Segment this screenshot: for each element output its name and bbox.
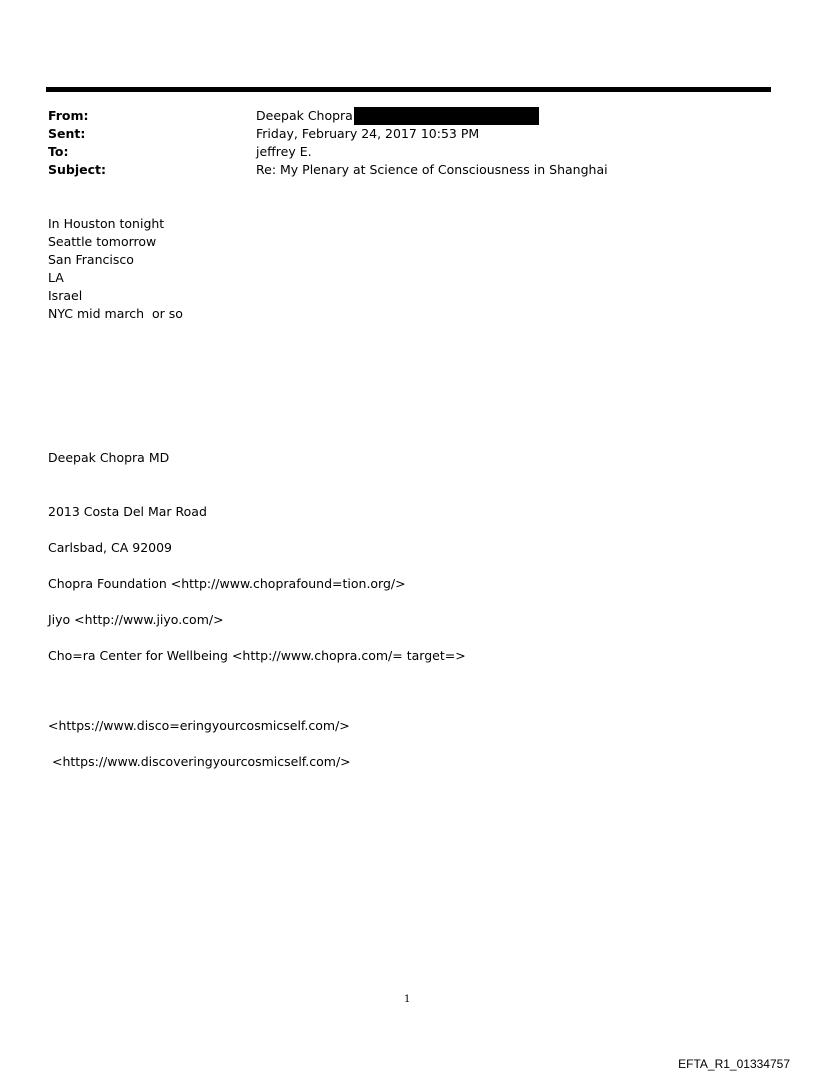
sent-row	[48, 125, 608, 143]
signature-foundation-link: Chopra Foundation <http://www.choprafound=tion.org/>	[48, 576, 406, 591]
body-line: In Houston tonight	[48, 216, 165, 231]
email-header	[48, 107, 608, 179]
from-label: From:	[48, 108, 89, 123]
to-label: To:	[48, 144, 69, 159]
body-line: LA	[48, 270, 64, 285]
bates-number: EFTA_R1_01334757	[678, 1057, 790, 1071]
subject-row	[48, 161, 608, 179]
email-body	[48, 215, 183, 323]
signature-center-link: Cho=ra Center for Wellbeing <http://www.chopra.com/= target=>	[48, 648, 466, 663]
subject-value: Re: My Plenary at Science of Consciousness in Shanghai	[256, 162, 608, 177]
body-line: NYC mid march or so	[48, 306, 183, 321]
signature-jiyo-link: Jiyo <http://www.jiyo.com/>	[48, 612, 224, 627]
signature-cosmic-link-2: <https://www.discoveringyourcosmicself.com/>	[48, 754, 351, 769]
to-row	[48, 143, 608, 161]
subject-label: Subject:	[48, 162, 106, 177]
signature-street: 2013 Costa Del Mar Road	[48, 504, 207, 519]
body-line: Israel	[48, 288, 83, 303]
body-line: Seattle tomorrow	[48, 234, 157, 249]
redaction-block	[354, 107, 539, 125]
body-line: San Francisco	[48, 252, 134, 267]
sent-label: Sent:	[48, 126, 86, 141]
signature-cosmic-link-1: <https://www.disco=eringyourcosmicself.com/>	[48, 718, 350, 733]
sent-value: Friday, February 24, 2017 10:53 PM	[256, 126, 480, 141]
to-value: jeffrey E.	[256, 144, 312, 159]
signature-name: Deepak Chopra MD	[48, 450, 170, 465]
from-name: Deepak Chopra	[256, 108, 353, 123]
from-row	[48, 107, 608, 125]
signature-city: Carlsbad, CA 92009	[48, 540, 173, 555]
header-rule	[46, 87, 771, 92]
page-number: 1	[404, 994, 411, 1005]
from-value	[256, 107, 539, 125]
